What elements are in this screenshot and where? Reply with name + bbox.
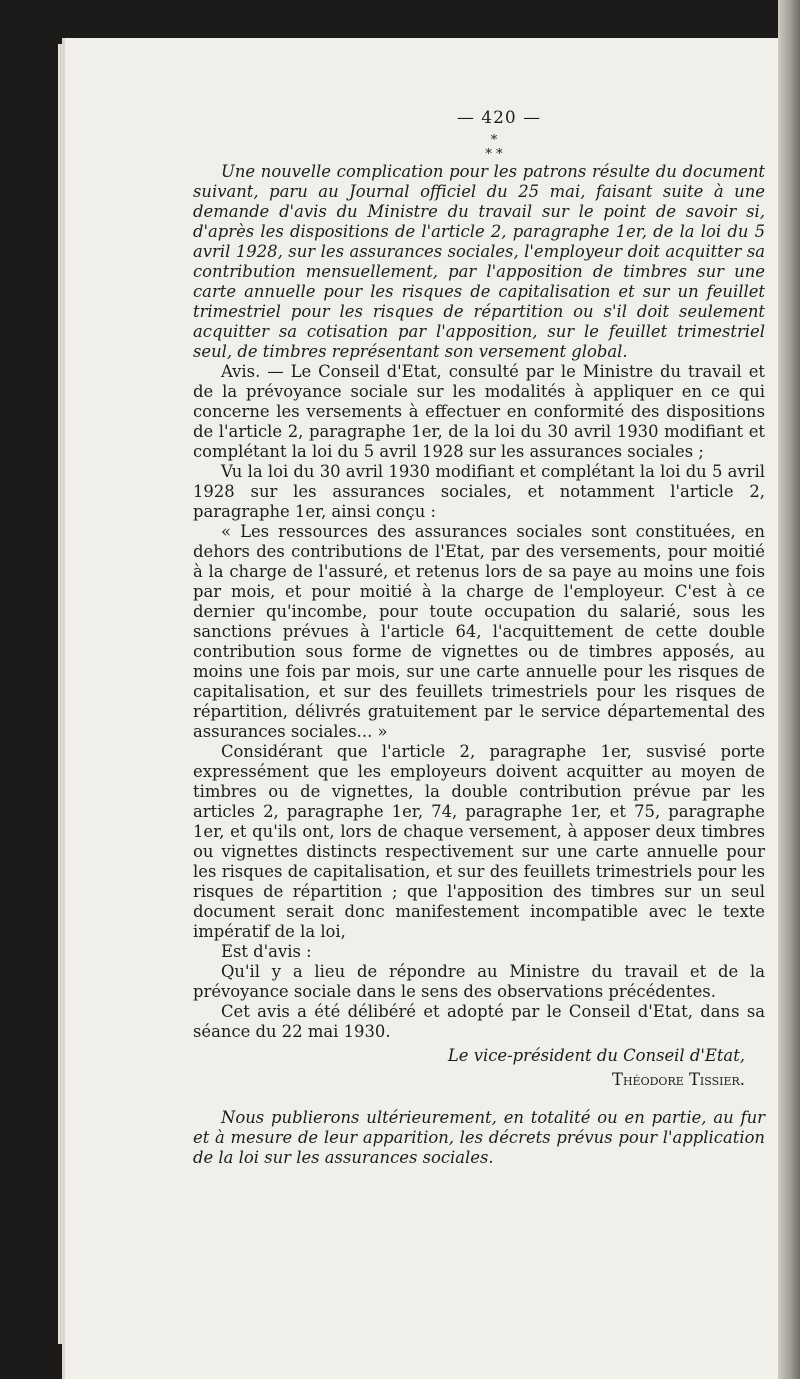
intro-paragraph: Une nouvelle complication pour les patrons résulte du document suivant, paru au Journal officiel du 25 mai, faisant suite à une demande d'avis du Ministre du travail sur le point de savoir si, d'après les dispositions de l'article 2, paragraphe 1er, de la loi du 5 avril 1928, sur les assurances sociales, l'employeur doit acquitter sa contribution mensuellement, par l'apposition de timbres sur une carte annuelle pour les risques de capitalisation et sur un feuillet trimestriel pour les risques de répartition ou s'il doit seulement acquitter sa cotisation par l'apposition, sur le feuillet trimestriel seul, de timbres représentant son versement global.: [193, 162, 765, 361]
signature-block: [193, 1046, 745, 1090]
considerant-paragraph: Considérant que l'article 2, paragraphe 1er, susvisé porte expressément que les employeurs doivent acquitter au moyen de timbres ou de vignettes, la double contribution prévue par les articles 2, paragraphe 1er, 74, paragraphe 1er, et 75, paragraphe 1er, et qu'ils ont, lors de chaque versement, à apposer deux timbres ou vignettes distincts respectivement sur une carte annuelle pour les risques de capitalisation, et sur des feuillets trimestriels pour les risques de répartition ; que l'apposition des timbres sur un seul document serait donc manifestement incompatible avec le texte impératif de la loi,: [193, 742, 765, 941]
closing-note: Nous publierons ultérieurement, en totalité ou en partie, au fur et à mesure de leur apparition, les décrets prévus pour l'application de la loi sur les assurances sociales.: [193, 1108, 765, 1167]
quoted-article: « Les ressources des assurances sociales sont constituées, en dehors des contributions de l'Etat, par des versements, pour moitié à la charge de l'assuré, et retenus lors de sa paye au moins une fois par mois, et pour moitié à la charge de l'employeur. C'est à ce dernier qu'incombe, pour toute occupation du salarié, sous les sanctions prévues à l'article 64, l'acquittement de cette double contribution sous forme de vignettes ou de timbres apposés, au moins une fois par mois, sur une carte annuelle pour les risques de capitalisation, et sur des feuillets trimestriels pour les risques de répartition, délivrés gratuitement par le service départemental des assurances sociales... »: [193, 522, 765, 741]
vu-paragraph: Vu la loi du 30 avril 1930 modifiant et complétant la loi du 5 avril 1928 sur les assurances sociales, et notamment l'article 2, paragraphe 1er, ainsi conçu :: [193, 462, 765, 521]
signature-role: Le vice-président du Conseil d'Etat,: [447, 1046, 745, 1065]
response-paragraph: Qu'il y a lieu de répondre au Ministre du travail et de la prévoyance sociale dans le sens des observations précédentes.: [193, 962, 765, 1001]
avis-paragraph: Avis. — Le Conseil d'Etat, consulté par le Ministre du travail et de la prévoyance sociale sur les modalités à appliquer en ce qui concerne les versements à effectuer en conformité des dispositions de l'article 2, paragraphe 1er, de la loi du 30 avril 1930 modifiant et complétant la loi du 5 avril 1928 sur les assurances sociales ;: [193, 362, 765, 461]
page-number: — 420 —: [456, 108, 542, 128]
section-separator: * * *: [485, 133, 503, 162]
facing-page-edge: [778, 0, 800, 1379]
page-content: [193, 108, 765, 1168]
adoption-paragraph: Cet avis a été délibéré et adopté par le Conseil d'Etat, dans sa séance du 22 mai 1930.: [193, 1002, 765, 1041]
est-davis: Est d'avis :: [221, 942, 312, 961]
signature-name: Théodore Tissier.: [612, 1070, 745, 1089]
